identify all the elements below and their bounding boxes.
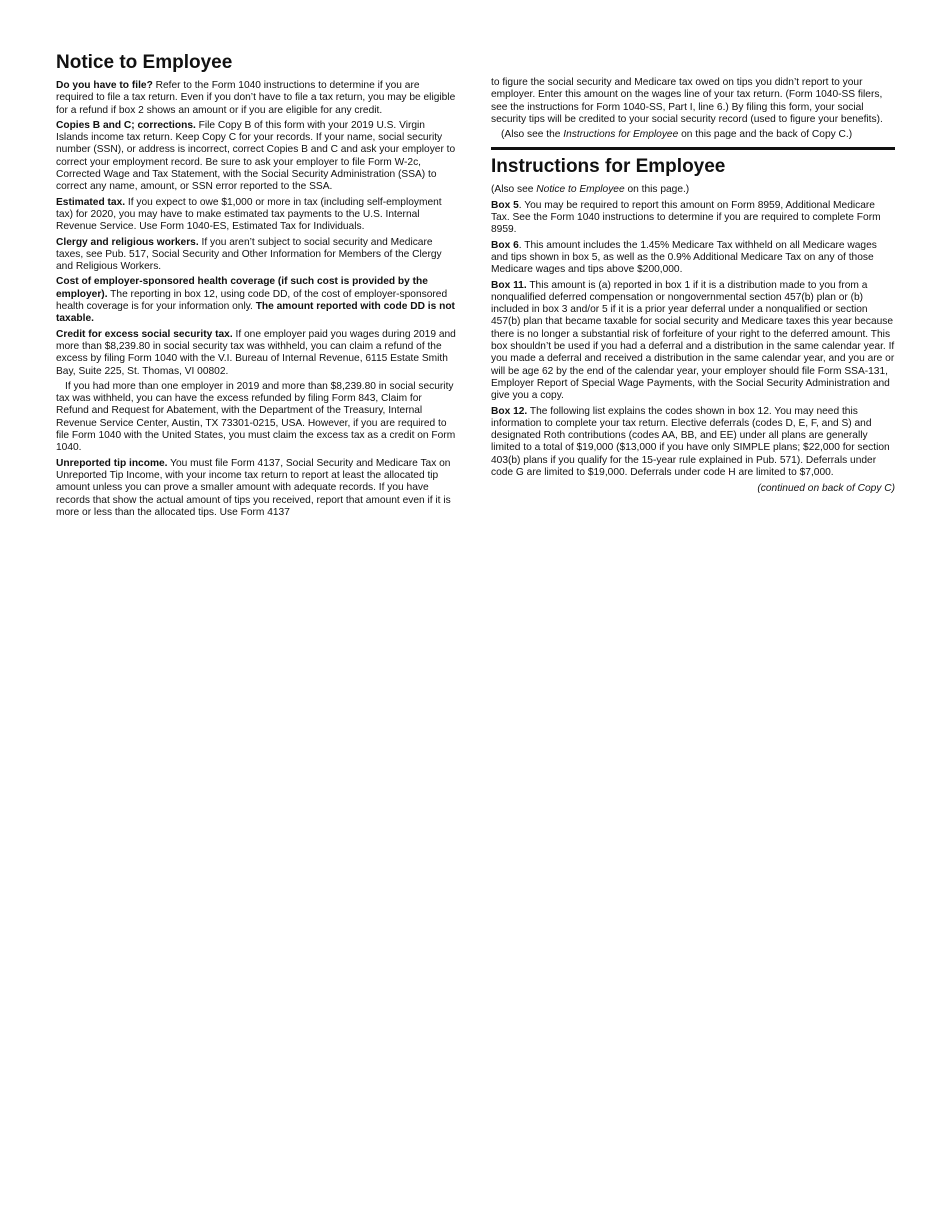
para-excess-ss: Credit for excess social security tax. If one employer paid you wages during 2019 and more than $8,239.80 in social security tax was withheld, you can claim a refund of the excess by filing Form 1040 with the V.I. Bureau of Internal Revenue, 6115 Estate Smith Bay, Suite 225, St. Thomas, VI 00802.	[56, 328, 456, 377]
para-box6: Box 6. This amount includes the 1.45% Medicare Tax withheld on all Medicare wages and tips shown in box 5, as well as the 0.9% Additional Medicare Tax on any of those Medicare wages and tips above $200,000.	[491, 239, 877, 276]
heading-tip-income: Unreported tip income.	[56, 457, 168, 469]
left-column	[56, 52, 456, 522]
heading-box11: Box 11.	[491, 279, 527, 291]
para-health-coverage: Cost of employer-sponsored health coverage (if such cost is provided by the employer). The reporting in box 12, using code DD, of the cost of employer-sponsored health coverage is for your information only. The amount reported with code DD is not taxable.	[56, 276, 455, 325]
instructions-title: Instructions for Employee	[491, 156, 726, 178]
section-divider	[491, 147, 895, 150]
heading-estimated-tax: Estimated tax.	[56, 196, 126, 208]
para-box12: Box 12. The following list explains the codes shown in box 12. You may need this information to complete your tax return. Elective deferrals (codes D, E, F, and S) and designated Roth contributions (codes AA, BB, and EE) under all plans are generally limited to a total of $19,000 ($13,000 if you have only SIMPLE plans; $22,000 for section 403(b) plans if you qualify for the 15-year rule explained in Pub. 571). Deferrals under code G are limited to $19,000. Deferrals under code H are limited to $7,000.	[491, 405, 890, 479]
also-see-note: (Also see the Instructions for Employee on this page and the back of Copy C.)	[501, 129, 853, 141]
heading-box12: Box 12.	[491, 405, 528, 417]
heading-clergy: Clergy and religious workers.	[56, 236, 199, 248]
para-tip-income: Unreported tip income. You must file Form 4137, Social Security and Medicare Tax on Unreported Tip Income, with your income tax return to report at least the allocated tip amount unless you can prove a smaller amount with adequate records. If you have records that show the actual amount of tips you received, report that amount even if it is more or less than the allocated tips. Use Form 4137	[56, 457, 451, 518]
right-column	[491, 77, 895, 496]
heading-copies-b-c: Copies B and C; corrections.	[56, 119, 196, 131]
continued-note: (continued on back of Copy C)	[757, 483, 895, 495]
heading-health-coverage: Cost of employer-sponsored health coverage (if such cost is provided by the employer).	[56, 276, 428, 300]
para-excess-ss-2: If you had more than one employer in 2019 and more than $8,239.80 in social security tax was withheld, you can have the excess refunded by filing Form 843, Claim for Refund and Request for Abatement, with the Department of the Treasury, Internal Revenue Service Center, Austin, TX 73301-0215, USA. However, if you are required to file Form 1040 with the United States, you must claim the excess tax as a credit on Form 1040.	[56, 380, 456, 454]
heading-do-you-have-to-file: Do you have to file?	[56, 80, 153, 91]
para-clergy: Clergy and religious workers. If you aren’t subject to social security and Medicare taxes, see Pub. 517, Social Security and Other Information for Members of the Clergy and Religious Workers.	[56, 236, 442, 273]
notice-title: Notice to Employee	[56, 52, 233, 73]
heading-excess-ss: Credit for excess social security tax.	[56, 328, 233, 340]
para-do-you-have-to-file: Do you have to file? Refer to the Form 1040 instructions to determine if you are required to file a tax return. Even if you don’t have to file a tax return, you may be eligible for a refund if box 2 shows an amount or if you are eligible for any credit.	[56, 80, 456, 116]
para-box11: Box 11. This amount is (a) reported in box 1 if it is a distribution made to you from a nonqualified deferred compensation or nongovernmental section 457(b) plan or (b) included in box 3 and/or 5 if it is a prior year deferral under a nonqualified or section 457(b) plan that became taxable for social security and Medicare taxes this year because there is no longer a substantial risk of forfeiture of your right to the deferred amount. This box shouldn’t be used if you had a deferral and a distribution in the same calendar year. If you made a deferral and received a distribution in the same calendar year, and you are or will be age 62 by the end of the calendar year, your employer should file Form SSA-131, Employer Report of Special Wage Payments, with the Social Security Administration and give you a copy.	[491, 279, 895, 402]
para-copies-b-c: Copies B and C; corrections. File Copy B of this form with your 2019 U.S. Virgin Islands income tax return. Keep Copy C for your records. If your name, social security number (SSN), or address is incorrect, correct Copies B and C and ask your employer to correct your employment record. Be sure to ask your employer to file Form W-2c, Corrected Wage and Tax Statement, with the Social Security Administration (SSA) to correct any name, amount, or SSN error reported to the SSA.	[56, 119, 456, 193]
para-tip-income-continued: to figure the social security and Medicare tax owed on tips you didn’t report to your employer. Enter this amount on the wages line of your tax return. (Form 1040-SS filers, see the instructions for Form 1040-SS, Part I, line 6.) By filing this form, your social security tips will be credited to your social security record (used to figure your benefits).	[491, 77, 883, 125]
heading-box5: Box 5	[491, 199, 519, 211]
instructions-also-see: (Also see Notice to Employee on this page.)	[491, 184, 690, 196]
heading-box6: Box 6	[491, 239, 519, 251]
para-estimated-tax: Estimated tax. If you expect to owe $1,000 or more in tax (including self-employment tax) for 2020, you may have to make estimated tax payments to the U.S. Internal Revenue Service. Use Form 1040-ES, Estimated Tax for Individuals.	[56, 196, 442, 233]
para-box5: Box 5. You may be required to report this amount on Form 8959, Additional Medicare Tax. See the Form 1040 instructions to determine if you are required to complete Form 8959.	[491, 199, 881, 236]
